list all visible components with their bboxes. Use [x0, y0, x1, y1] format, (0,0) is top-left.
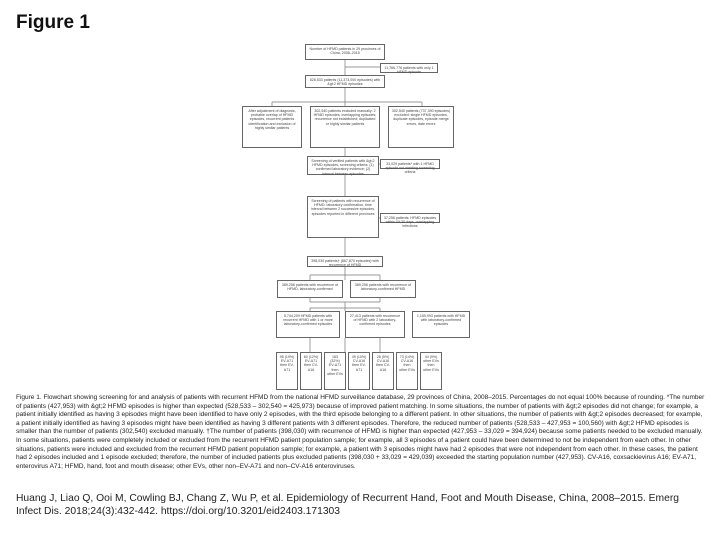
flow-box-1: Number of HFMD patients in 29 provinces of China, 2008–2015 [305, 44, 385, 60]
flow-box-11: 398,030 patients† (867,870 episodes) with recurrence of HFMD [307, 256, 383, 267]
flow-box-16: 1,159,993 patients with HFMD with laboratory-confirmed episodes [412, 311, 470, 338]
flow-box-17: 95 (19%) EV-A71 then EV-A71 [276, 352, 298, 390]
flow-box-23: 44 (9%) other EVs then other EVs [420, 352, 442, 390]
flow-box-8: 33,029 patients* with 1 HFMD episode not meeting screening criteria [380, 159, 440, 169]
flow-box-7: Screening of verified patients with &gt;2 HFMD episodes, screening criteria: (1) confirmed laboratory evidence; (2) interval between episodes [307, 156, 379, 175]
flow-box-9: Screening of patients with recurrence of HFMD: laboratory confirmation, time interval between 2 successive episodes, episodes reported in different provinces [307, 196, 379, 238]
flow-box-2: 11,766,776 patients with only 1 HFMD episode [380, 63, 438, 73]
flow-box-5: 302,540 patients excluded manually: 2 HFMD episodes; overlapping episodes; recurrence not established; duplicated or highly similar patients [310, 106, 380, 148]
flow-box-12: 389,256 patients with recurrence of HFMD, laboratory-confirmed [277, 280, 343, 298]
flow-box-3: 528,533 patients (11,373,000 episodes) with &gt;2 HFMD episodes [305, 75, 385, 88]
flow-box-14: 5,744,209 HFMD patients with recurrent HFMD with 1 or more laboratory-confirmed episodes [276, 311, 340, 338]
flow-box-19: 163 (32%) EV-A71 then other EVs [324, 352, 346, 390]
figure-caption: Figure 1. Flowchart showing screening for and analysis of patients with recurrent HFMD from the national HFMD surveillance database, 29 provinces of China, 2008–2015. Percentages do not equal 100% because of rounding. *The number of patients (427,953) with &gt;2 HFMD episodes is higher than expected (528,533 – 302,540 = 425,973) because of improved patient matching. In some situations, the number of patients with &gt;2 episodes did not change; for example, a patient initially identified as having 3 episodes might have been identified to have only 2 episodes, with the third episode belonging to a different patient. In other situations, the number of patients with &gt;2 episodes decreased; for example, a patient initially identified as having 3 episodes might have been identified as having 3 different patients with 3 different episodes. Therefore, the reduced number of patients (528,533 – 427,953 = 100,560) with &gt;2 HFMD episodes is smaller than the number of patients (302,540) excluded manually. †The number of patients (398,030) with recurrence of HFMD is higher than expected (427,953 – 33,029 = 394,924) because some patients needed to be excluded manually. In some situations, patients were completely included or excluded from the recurrent HFMD patient population sample; for example, all 3 episodes of a patient could have been determined to not be independent from each other. In other situations, patients were included and excluded from the recurrent HFMD patient population sample; for example, a patient with 3 episodes might have had 2 episodes that were not independent from each other. In these cases, the patient had 2 episodes included and 1 episode excluded; therefore, the number of included patients plus excluded patients (398,030 + 33,029 = 429,039) exceeded the starting population number (427,953). CV-A16, coxsackievirus A16; EV-A71, enterovirus A71; HFMD, hand, foot and mouth disease; other EVs, other non–EV-A71 and non–CV-A16 enteroviruses. [16, 394, 705, 470]
flow-box-13: 389,256 patients with recurrence of laboratory-confirmed HFMD [350, 280, 416, 298]
citation: Huang J, Liao Q, Ooi M, Cowling BJ, Chang Z, Wu P, et al. Epidemiology of Recurrent Hand, Foot and Mouth Disease, China, 2008–2015. Emerg Infect Dis. 2018;24(3):432-442. https://doi.org/10.3201/eid2403.171303 [16, 493, 679, 517]
flow-box-18: 60 (12%) EV-A71 then CV-A16 [300, 352, 322, 390]
flow-box-21: 28 (5%) CV-A16 then CV-A16 [372, 352, 394, 390]
flow-box-20: 49 (10%) CV-A16 then EV-A71 [348, 352, 370, 390]
figure-title: Figure 1 [16, 12, 90, 33]
flow-box-15: 27,413 patients with recurrence of HFMD with 2 laboratory-confirmed episodes [345, 311, 405, 338]
flow-box-22: 73 (14%) CV-A16 then other EVs [396, 352, 418, 390]
flow-box-10: 37,256 patients: HFMD episodes within &lt;30 days, overlapping infections [380, 213, 440, 223]
flow-box-6: 302,540 patients (737,390 episodes) excluded: single HFMD episodes, duplicate episodes, episode merge errors, date errors [388, 106, 454, 148]
flow-box-4: After adjustment of diagnosis, probable overlap of HFMD episodes, recurrent patients identification and exclusion of highly similar patients [242, 106, 302, 148]
